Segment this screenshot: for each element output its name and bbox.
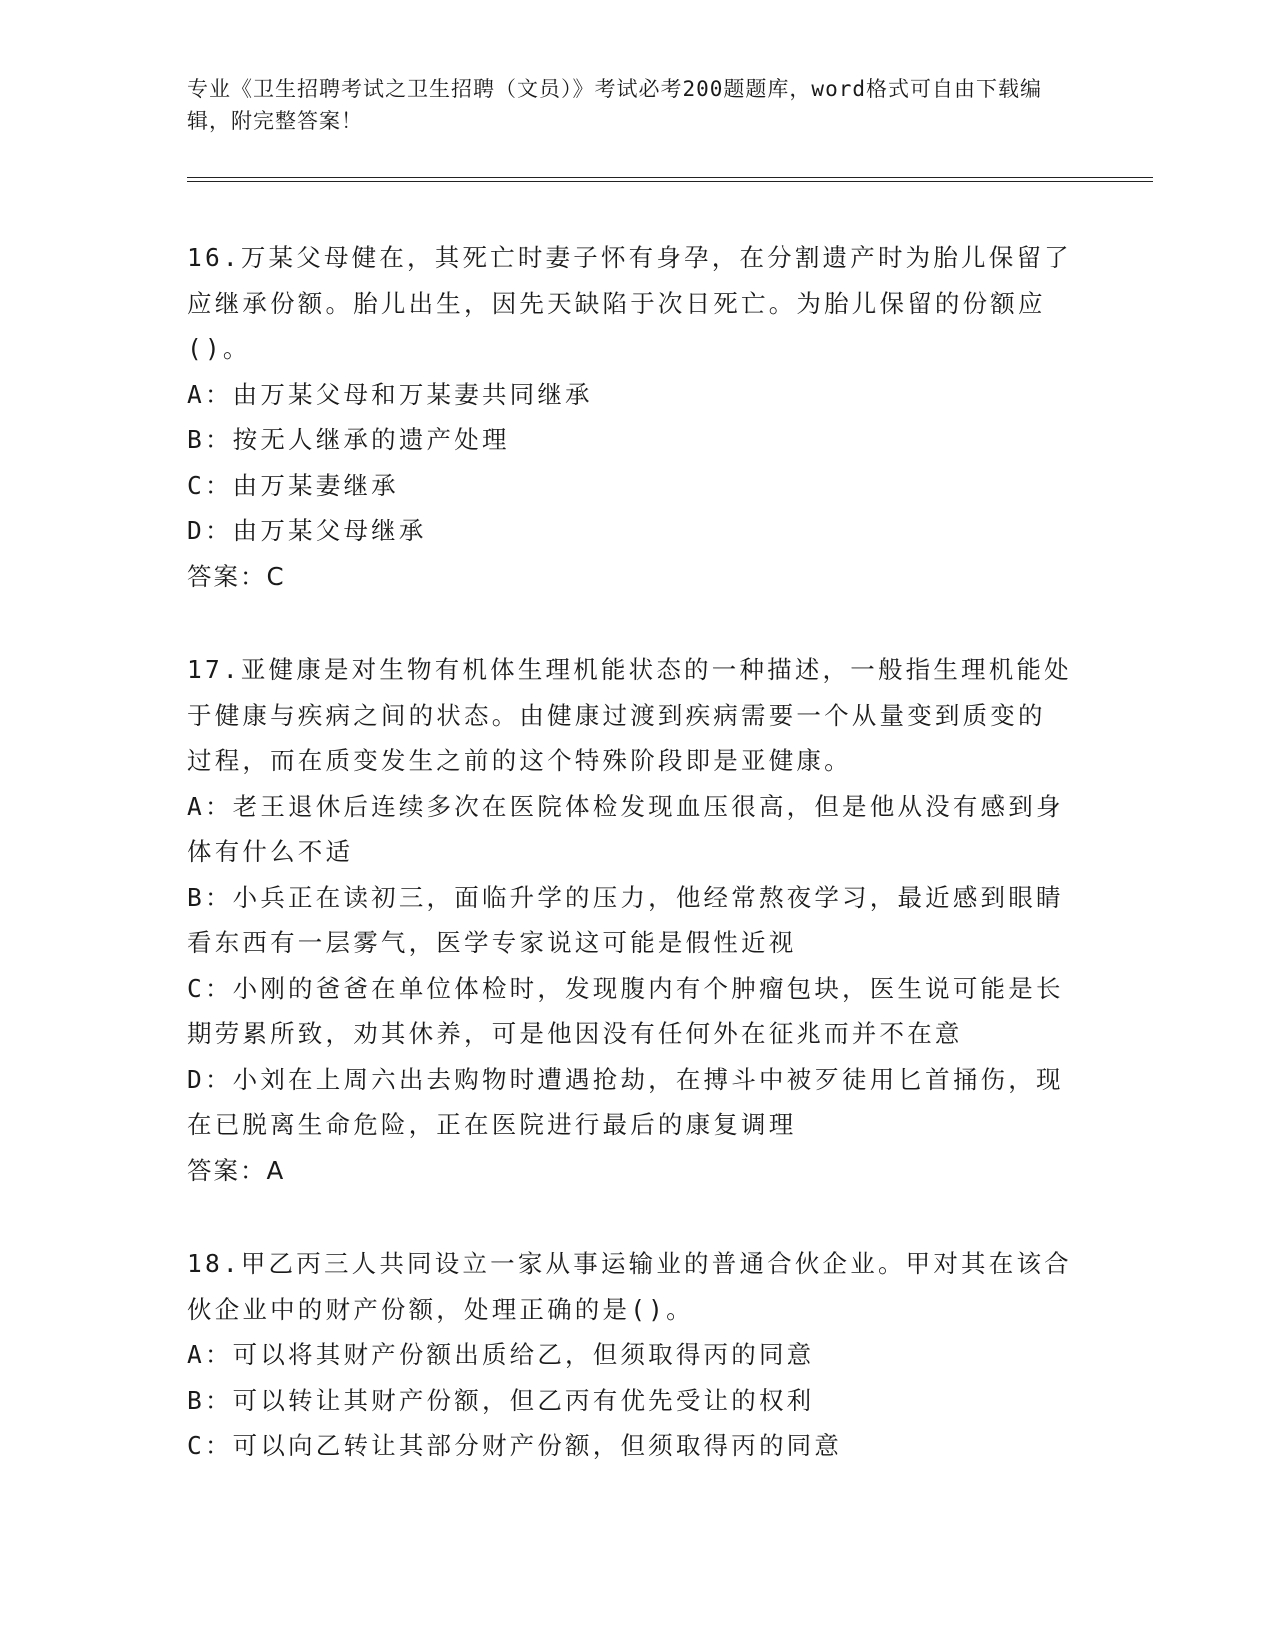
option-d: D：由万某父母继承 — [187, 516, 427, 545]
question-16 — [187, 235, 1072, 599]
question-stem: 16.万某父母健在，其死亡时妻子怀有身孕，在分割遗产时为胎儿保留了应继承份额。胎儿出生，因先天缺陷于次日死亡。为胎儿保留的份额应()。 — [187, 243, 1072, 363]
option-c: C：由万某妻继承 — [187, 470, 399, 500]
option-a: A：由万某父母和万某妻共同继承 — [187, 379, 593, 409]
option-b: B：小兵正在读初三，面临升学的压力，他经常熬夜学习，最近感到眼睛看东西有一层雾气，医学专家说这可能是假性近视 — [187, 882, 1064, 957]
option-b: B：按无人继承的遗产处理 — [187, 425, 510, 454]
question-stem: 18.甲乙丙三人共同设立一家从事运输业的普通合伙企业。甲对其在该合伙企业中的财产份额，处理正确的是()。 — [187, 1249, 1072, 1324]
option-d: D：小刘在上周六出去购物时遭遇抢劫，在搏斗中被歹徒用匕首捅伤，现在已脱离生命危险，正在医院进行最后的康复调理 — [187, 1064, 1064, 1139]
question-stem: 17.亚健康是对生物有机体生理机能状态的一种描述，一般指生理机能处于健康与疾病之间的状态。由健康过渡到疾病需要一个从量变到质变的过程，而在质变发生之前的这个特殊阶段即是亚健康。 — [187, 655, 1072, 775]
option-c: C：可以向乙转让其部分财产份额，但须取得丙的同意 — [187, 1431, 843, 1460]
document-header: 专业《卫生招聘考试之卫生招聘（文员）》考试必考200题题库，word格式可自由下载编辑，附完整答案！ — [187, 77, 1042, 133]
header-divider-top — [187, 177, 1153, 178]
option-a: A：可以将其财产份额出质给乙，但须取得丙的同意 — [187, 1340, 815, 1369]
option-c: C：小刚的爸爸在单位体检时，发现腹内有个肿瘤包块，医生说可能是长期劳累所致，劝其休养，可是他因没有任何外在征兆而并不在意 — [187, 973, 1064, 1048]
questions-list — [187, 235, 1072, 1517]
header-divider-bottom — [187, 181, 1153, 182]
answer-line: 答案：A — [187, 1155, 286, 1185]
answer-line: 答案：C — [187, 561, 286, 591]
question-18 — [187, 1241, 1072, 1469]
option-b: B：可以转让其财产份额，但乙丙有优先受让的权利 — [187, 1385, 815, 1415]
option-a: A：老王退休后连续多次在医院体检发现血压很高，但是他从没有感到身体有什么不适 — [187, 791, 1064, 866]
question-17 — [187, 647, 1072, 1193]
